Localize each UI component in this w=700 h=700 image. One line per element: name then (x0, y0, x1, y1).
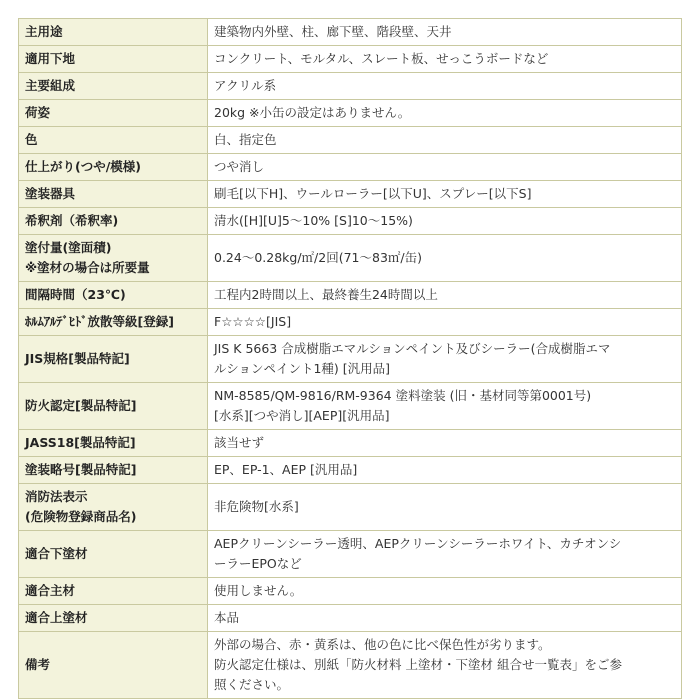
product-spec-table (18, 18, 682, 699)
spec-label (19, 127, 208, 154)
spec-label-line: 主要組成 (25, 78, 76, 93)
spec-value (208, 235, 682, 282)
spec-label (19, 282, 208, 309)
spec-value-line: 刷毛[以下H]、ウールローラー[以下U]、スプレー[以下S] (214, 186, 532, 201)
spec-label-line: 防火認定[製品特記] (25, 398, 137, 413)
spec-value (208, 19, 682, 46)
spec-row (19, 235, 682, 282)
spec-value-line: 工程内2時間以上、最終養生24時間以上 (214, 287, 438, 302)
spec-value (208, 632, 682, 699)
spec-label (19, 578, 208, 605)
spec-label (19, 181, 208, 208)
spec-value-line: 0.24～0.28kg/㎡/2回(71～83㎡/缶) (214, 250, 422, 265)
spec-value-line: 使用しません。 (214, 583, 303, 598)
spec-label-line: (危険物登録商品名) (25, 509, 137, 524)
spec-value (208, 46, 682, 73)
spec-label (19, 73, 208, 100)
spec-label-line: 塗装器具 (25, 186, 76, 201)
spec-label-line: 主用途 (25, 24, 63, 39)
spec-value-line: コンクリート、モルタル、スレート板、せっこうボードなど (214, 51, 549, 66)
spec-row (19, 208, 682, 235)
spec-value (208, 531, 682, 578)
spec-label-line: 荷姿 (25, 105, 51, 120)
spec-value (208, 605, 682, 632)
spec-label-line: 消防法表示 (25, 489, 88, 504)
spec-label (19, 336, 208, 383)
spec-label-line: 備考 (25, 657, 51, 672)
spec-row (19, 484, 682, 531)
spec-row (19, 46, 682, 73)
spec-value (208, 73, 682, 100)
spec-label-line: 塗装略号[製品特記] (25, 462, 137, 477)
spec-label-line: JIS規格[製品特記] (25, 351, 130, 366)
spec-value-line: 照ください。 (214, 677, 290, 692)
spec-value (208, 430, 682, 457)
spec-label (19, 383, 208, 430)
spec-value-line: 該当せず (214, 435, 265, 450)
spec-value-line: F☆☆☆☆[JIS] (214, 314, 292, 329)
spec-label-line: ※塗材の場合は所要量 (25, 260, 150, 275)
spec-row (19, 309, 682, 336)
spec-label-line: 適合下塗材 (25, 546, 88, 561)
spec-value (208, 484, 682, 531)
spec-value-line: AEPクリーンシーラー透明、AEPクリーンシーラーホワイト、カチオンシ (214, 536, 622, 551)
spec-label (19, 100, 208, 127)
spec-value-line: ーラーEPOなど (214, 556, 302, 571)
spec-row (19, 154, 682, 181)
spec-label-line: 希釈剤（希釈率) (25, 213, 119, 228)
spec-value-line: 清水([H][U]5～10% [S]10～15%) (214, 213, 413, 228)
spec-label (19, 19, 208, 46)
spec-label (19, 430, 208, 457)
spec-label-line: ﾎﾙﾑｱﾙﾃﾞﾋﾄﾞ放散等級[登録] (25, 314, 174, 329)
spec-row (19, 336, 682, 383)
spec-value (208, 383, 682, 430)
spec-row (19, 578, 682, 605)
spec-value (208, 457, 682, 484)
spec-label-line: 間隔時間（23℃) (25, 287, 126, 302)
spec-label (19, 208, 208, 235)
spec-value (208, 282, 682, 309)
spec-label (19, 632, 208, 699)
spec-row (19, 19, 682, 46)
spec-row (19, 531, 682, 578)
spec-value (208, 336, 682, 383)
spec-value-line: [水系][つや消し][AEP][汎用品] (214, 408, 390, 423)
spec-value-line: 本品 (214, 610, 240, 625)
spec-table-body (19, 19, 682, 699)
spec-label-line: 適用下地 (25, 51, 76, 66)
spec-value-line: 非危険物[水系] (214, 499, 299, 514)
spec-value-line: EP、EP-1、AEP [汎用品] (214, 462, 358, 477)
spec-value-line: 外部の場合、赤・黄系は、他の色に比べ保色性が劣ります。 (214, 637, 551, 652)
spec-value (208, 578, 682, 605)
spec-label-line: 適合上塗材 (25, 610, 88, 625)
spec-value-line: JIS K 5663 合成樹脂エマルションペイント及びシーラー(合成樹脂エマ (214, 341, 611, 356)
spec-value-line: 20kg ※小缶の設定はありません。 (214, 105, 411, 120)
spec-label-line: 塗付量(塗面積) (25, 240, 112, 255)
spec-row (19, 282, 682, 309)
spec-value-line: ルションペイント1種) [汎用品] (214, 361, 390, 376)
spec-label (19, 605, 208, 632)
spec-value-line: つや消し (214, 159, 265, 174)
spec-row (19, 430, 682, 457)
spec-value (208, 181, 682, 208)
spec-row (19, 100, 682, 127)
spec-value-line: 建築物内外壁、柱、廊下壁、階段壁、天井 (214, 24, 452, 39)
spec-row (19, 605, 682, 632)
spec-label-line: 色 (25, 132, 38, 147)
spec-value-line: アクリル系 (214, 78, 277, 93)
spec-value-line: NM-8585/QM-9816/RM-9364 塗料塗装 (旧・基材同等第0001号) (214, 388, 592, 403)
spec-label-line: 仕上がり(つや/模様) (25, 159, 141, 174)
spec-value (208, 127, 682, 154)
spec-label (19, 154, 208, 181)
spec-value (208, 208, 682, 235)
spec-value (208, 100, 682, 127)
spec-value-line: 白、指定色 (214, 132, 277, 147)
spec-row (19, 127, 682, 154)
spec-label-line: JASS18[製品特記] (25, 435, 136, 450)
spec-label (19, 531, 208, 578)
spec-label (19, 46, 208, 73)
spec-label (19, 309, 208, 336)
spec-row (19, 73, 682, 100)
spec-label (19, 457, 208, 484)
spec-label-line: 適合主材 (25, 583, 76, 598)
spec-row (19, 457, 682, 484)
spec-label (19, 235, 208, 282)
spec-value-line: 防火認定仕様は、別紙「防火材料 上塗材・下塗材 組合せ一覧表」をご参 (214, 657, 622, 672)
spec-row (19, 632, 682, 699)
spec-row (19, 383, 682, 430)
spec-value (208, 154, 682, 181)
spec-value (208, 309, 682, 336)
spec-label (19, 484, 208, 531)
spec-row (19, 181, 682, 208)
